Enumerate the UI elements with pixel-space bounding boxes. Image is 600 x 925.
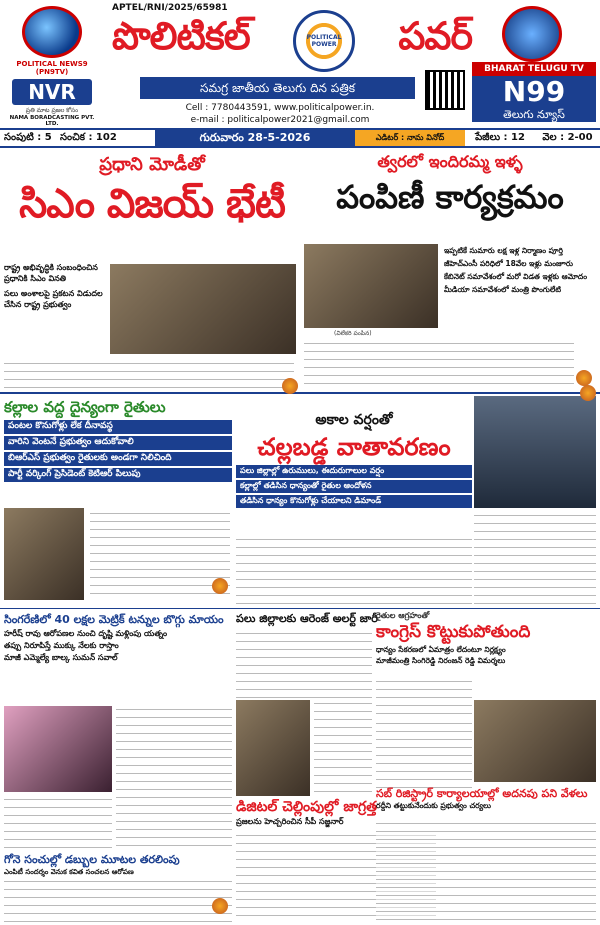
globe-logo-icon [22, 6, 82, 58]
contact-info [150, 102, 410, 126]
story1-bullet-1: రాష్ట్ర అభివృద్ధికి సంబంధించిన ప్రధానికి సిఎం వినతి [4, 263, 98, 283]
left-logo-name: POLITICAL NEWS9 (PN9TV) [16, 60, 88, 76]
story4-bullet-3: తడిసిన ధాన్యం కొనుగోళ్లు చేయాలని డిమాండ్ [236, 495, 472, 508]
story2-headline: పంపిణీ కార్యక్రమం [336, 178, 564, 216]
story2-caption: (విలేకరి పంపిన) [334, 330, 372, 337]
continue-ornament-icon [576, 370, 592, 386]
story9-subhead: రద్దీని తట్టుకునేందుకు ప్రభుత్వం చర్యలు [376, 801, 491, 810]
story5-bullet-3: మాజీ ఎమ్మెల్యే బాల్క సుమన్ సవాల్ [4, 653, 118, 662]
story7-headline: డిజిటల్ చెల్లింపుల్లో జాగ్రత్త [236, 799, 378, 815]
story-housing [304, 152, 596, 390]
story4-body-text [236, 536, 472, 606]
pages: పేజీలు : 12 [475, 132, 525, 143]
editor: ఎడిటర్ : నామ వినోద్ [355, 130, 465, 146]
story2-bullet-1: ఇప్పటికే సుమారు లక్ష ఇళ్ల నిర్మాణం పూర్తి [444, 246, 563, 255]
story3-bullet-4: పార్టీ వర్కింగ్ ప్రెసిడెంట్ కెటిఆర్ పిలుపు [4, 468, 232, 482]
qr-code-icon [425, 70, 465, 110]
story2-body-text [304, 340, 574, 388]
left-logo-tagline: ప్రతి మాట ప్రజల కోసం [25, 107, 79, 114]
story4-kicker: అకాల వర్షంతో [315, 412, 393, 428]
story5-photo [4, 706, 112, 792]
cell-info: Cell : 7780443591, www.politicalpower.in. [185, 103, 375, 113]
story7-side-text [314, 700, 372, 796]
story8-headline: గోనె సంచుల్లో డబ్బుల మూటల తరలింపు [4, 853, 180, 866]
story1-photo [110, 264, 296, 354]
story8-subhead: ఎంపిటీ సందర్శం వెనుక కవిత సంచలన ఆరోపణ [4, 868, 134, 876]
story3-bullet-2: వారిని వెంటనే ప్రభుత్వం ఆదుకోవాలి [4, 436, 232, 450]
story5-headline: సింగరేణిలో 40 లక్షల మెట్రిక్ టన్నుల బొగ్గు మాయం [4, 613, 224, 626]
story7-photo [236, 700, 310, 796]
left-logo-company: NAMA BORADCASTING PVT. LTD. [9, 115, 95, 127]
story6-body-text-2 [376, 720, 472, 790]
story1-headline: సిఎం విజయ్ భేటీ [19, 181, 285, 227]
story7-subhead: ప్రజలను హెచ్చరించిన సీపీ సజ్జనార్ [236, 817, 344, 826]
masthead [0, 0, 600, 128]
story-farmers [4, 396, 232, 606]
weather-photo [474, 396, 596, 508]
divider [0, 392, 600, 394]
story9-body-text [376, 820, 596, 920]
story5-body-text-2 [116, 706, 232, 850]
story-singareni [4, 612, 232, 704]
left-logo-brand: NVR [12, 79, 92, 105]
story6-kicker: రైతుల ఆగ్రహంతో [376, 611, 430, 620]
continue-ornament-icon [282, 378, 298, 394]
story2-bullet-2: జీహెచ్ఎంసీ పరిధిలో 18వేల ఇళ్లు మంజూరు [444, 259, 573, 268]
story-pm-meeting [4, 152, 300, 390]
divider [0, 608, 600, 609]
story6-bullet-1: ధాన్యం సేకరణలో ఏమాత్రం లేదంటూ నిర్లక్ష్యం [376, 645, 506, 654]
story1-bullet-2: పలు అంశాలపై ప్రకటన విడుదల చేసిన రాష్ట్ర ప్రభుత్వం [4, 289, 103, 309]
title-part-b: పవర్ [398, 14, 472, 58]
story5-bullet-2: తప్పు నిరూపిస్తే ముక్కు నేలకు రాస్తాం [4, 641, 119, 650]
story6-photo [474, 700, 596, 782]
story5-body-text [4, 796, 112, 850]
story3-headline: కల్లాల వద్ద దైన్యంగా రైతులు [4, 398, 166, 416]
right-logo [472, 4, 596, 124]
volume: సంపుటి : 5 [4, 132, 52, 143]
story4-headline: చల్లబడ్డ వాతావరణం [257, 433, 451, 461]
continue-ornament-icon [212, 578, 228, 594]
story2-bullet-3: కేబినెట్ సమావేశంలో మరో విడత ఇళ్లకు ఆమోదం [444, 272, 588, 281]
story4-alert: పలు జిల్లాలకు ఆరెంజ్ అలర్ట్ జారీ [236, 612, 378, 625]
story8-body-text [4, 878, 232, 922]
right-logo-tagline: తెలుగు న్యూస్ [472, 108, 596, 122]
tagline: సమగ్ర జాతీయ తెలుగు దిన పత్రిక [140, 77, 415, 99]
right-logo-brand: N99 [472, 76, 596, 108]
registration-number: APTEL/RNI/2025/65981 [112, 3, 228, 13]
story2-kicker: త్వరలో ఇందిరమ్మ ఇళ్ళ [377, 152, 523, 171]
tv-logo-icon [502, 6, 562, 62]
story-gunny-bags [4, 852, 232, 877]
story6-bullet-2: మాజీమంత్రి సింగిరెడ్డి నిరంజన్ రెడ్డి విమర్శలు [376, 656, 506, 665]
story6-headline: కాంగ్రెస్ కొట్టుకుపోతుంది [376, 622, 531, 642]
continue-ornament-icon [212, 898, 228, 914]
issue: సంచిక : 102 [60, 132, 117, 143]
title-part-a: పొలిటికల్ [112, 14, 250, 58]
story2-bullet-4: మీడియా సమావేశంలో మంత్రి పొంగులేటి [444, 285, 561, 294]
emblem-logo: POLITICAL POWER [293, 10, 355, 72]
dateline-bar [0, 128, 600, 148]
left-logo [4, 4, 100, 127]
story5-bullet-1: హరీష్ రావు ఆరోపణల నుంచి దృష్టి మళ్లింపు యత్నం [4, 629, 168, 638]
story4-bullet-1: పలు జిల్లాల్లో ఉరుములు, ఈదురుగాలుల వర్షం [236, 465, 472, 478]
story4-bullet-2: కల్లాల్లో తడిసిన ధాన్యంతో రైతుల ఆందోళన [236, 480, 472, 493]
continue-ornament-icon [580, 385, 596, 401]
email-info: e-mail : politicalpower2021@gmail.com [190, 115, 370, 125]
date: గురువారం 28-5-2026 [155, 130, 355, 146]
story1-body-text [4, 360, 294, 388]
story9-headline: సబ్ రిజిస్ట్రార్ కార్యాలయాల్లో అదనపు పని వేళలు [376, 787, 588, 800]
alert-body-text [236, 630, 372, 698]
story3-bullet-3: బిఆర్ఎస్ ప్రభుత్వం రైతులకు అండగా నిలిచింది [4, 452, 232, 466]
right-logo-name: BHARAT TELUGU TV [472, 62, 596, 76]
price: వెల : 2-00 [542, 132, 593, 143]
newspaper-title [112, 14, 472, 68]
story1-kicker: ప్రధాని మోడీతో [99, 154, 205, 175]
story3-photo [4, 508, 84, 600]
story-weather [236, 412, 472, 608]
story-sub-registrar [376, 786, 596, 811]
story2-photo [304, 244, 438, 328]
story6-body-text [376, 678, 472, 716]
weather-body-text [474, 512, 596, 606]
story3-bullet-1: పంటల కొనుగోళ్లు లేక దీనావస్థ [4, 420, 232, 434]
story3-body-text [90, 510, 230, 600]
